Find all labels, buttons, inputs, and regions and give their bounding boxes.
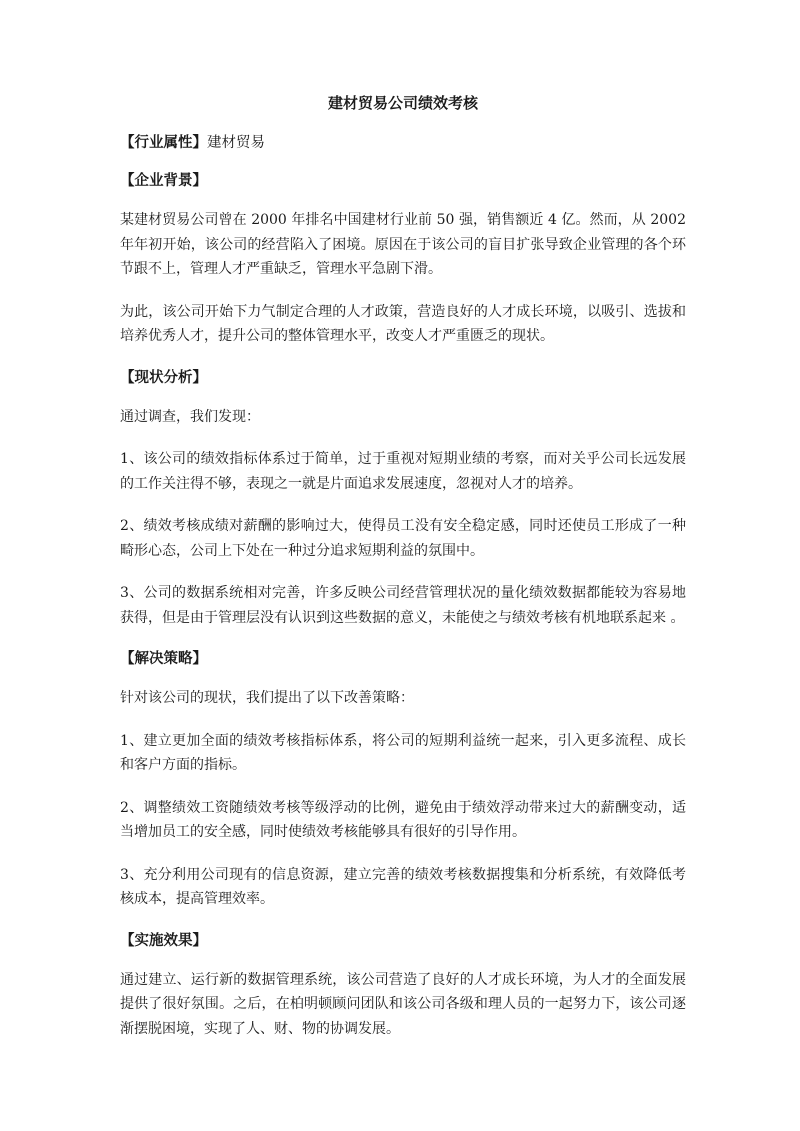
analysis-paragraph: 3、公司的数据系统相对完善，许多反映公司经营管理状况的量化绩效数据都能较为容易地获得，但是由于管理层没有认识到这些数据的意义，未能使之与绩效考核有机地联系起来 。 (120, 585, 686, 626)
background-paragraph: 为此，该公司开始下力气制定合理的人才政策，营造良好的人才成长环境，以吸引、选拔和培养优秀人才，提升公司的整体管理水平，改变人才严重匮乏的现状。 (120, 303, 686, 344)
document-page (120, 92, 686, 1059)
analysis-heading: 【现状分析】 (120, 368, 207, 386)
analysis-paragraph: 通过调查，我们发现： (120, 408, 260, 425)
effect-paragraph: 通过建立、运行新的数据管理系统，该公司营造了良好的人才成长环境，为人才的全面发展提供了很好氛围。之后，在柏明顿顾问团队和该公司各级和理人员的一起努力下，该公司逐渐摆脱困境，实现了人、财、物的协调发展。 (120, 971, 686, 1037)
analysis-paragraph: 1、该公司的绩效指标体系过于简单，过于重视对短期业绩的考察，而对关乎公司长远发展的工作关注得不够，表现之一就是片面追求发展速度，忽视对人才的培养。 (120, 451, 686, 492)
document-title: 建材贸易公司绩效考核 (327, 94, 478, 112)
effect-heading: 【实施效果】 (120, 931, 207, 949)
strategy-paragraph: 针对该公司的现状，我们提出了以下改善策略： (120, 690, 414, 706)
strategy-paragraph: 1、建立更加全面的绩效考核指标体系，将公司的短期利益统一起来，引入更多流程、成长和客户方面的指标。 (120, 732, 686, 773)
strategy-paragraph: 2、调整绩效工资随绩效考核等级浮动的比例，避免由于绩效浮动带来过大的薪酬变动，适当增加员工的安全感，同时使绩效考核能够具有很好的引导作用。 (120, 799, 686, 840)
analysis-paragraph: 2、绩效考核成绩对薪酬的影响过大，使得员工没有安全稳定感，同时还使员工形成了一种畸形心态，公司上下处在一种过分追求短期利益的氛围中。 (120, 518, 686, 559)
industry-label: 【行业属性】 (120, 134, 207, 151)
industry-heading (120, 132, 686, 154)
industry-value: 建材贸易 (207, 135, 265, 151)
strategy-paragraph: 3、充分利用公司现有的信息资源，建立完善的绩效考核数据搜集和分析系统，有效降低考核成本，提高管理效率。 (120, 866, 686, 907)
background-paragraph: 某建材贸易公司曾在 2000 年排名中国建材行业前 50 强，销售额近 4 亿。然而，从 2002 年年初开始，该公司的经营陷入了困境。原因在于该公司的盲目扩张导致企业管理的各个环节跟不上，管理人才严重缺乏，管理水平急剧下滑。 (120, 212, 686, 277)
background-heading: 【企业背景】 (120, 172, 207, 189)
strategy-heading: 【解决策略】 (120, 650, 207, 667)
